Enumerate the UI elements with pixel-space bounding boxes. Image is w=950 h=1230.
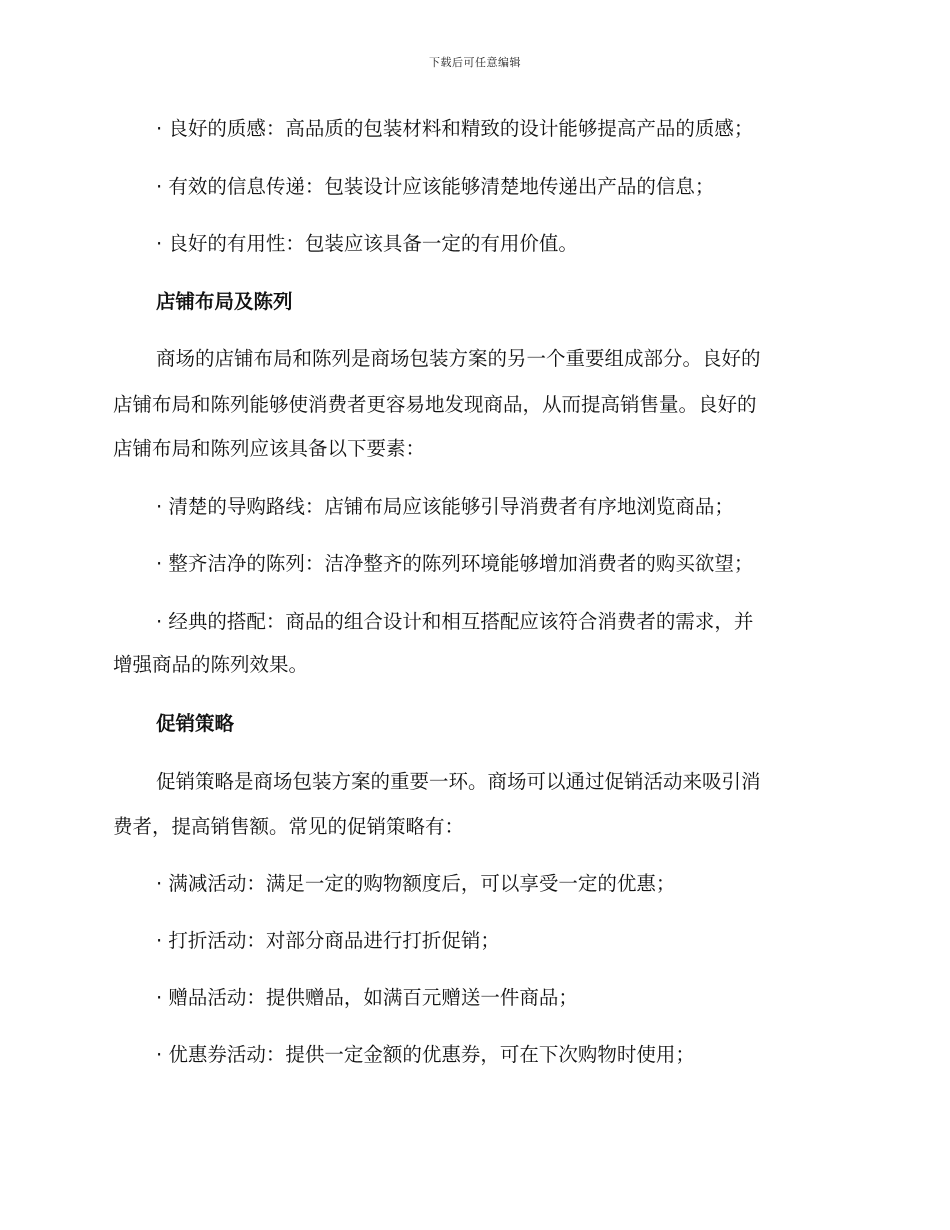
list-item: · 打折活动：对部分商品进行打折促销； xyxy=(156,929,500,952)
page-header: 下载后可任意编辑 xyxy=(429,56,521,69)
list-item: · 清楚的导购路线：店铺布局应该能够引导消费者有序地浏览商品； xyxy=(156,495,734,518)
list-item: · 整齐洁净的陈列：洁净整齐的陈列环境能够增加消费者的购买欲望； xyxy=(156,552,754,575)
section-heading: 促销策略 xyxy=(156,712,235,735)
list-item: · 优惠券活动：提供一定金额的优惠券，可在下次购物时使用； xyxy=(156,1043,695,1066)
list-item: · 经典的搭配：商品的组合设计和相互搭配应该符合消费者的需求，并 xyxy=(156,610,754,633)
list-item: · 良好的有用性：包装应该具备一定的有用价值。 xyxy=(156,232,578,255)
paragraph-line: 费者，提高销售额。常见的促销策略有： xyxy=(113,815,465,838)
paragraph-line: 促销策略是商场包装方案的重要一环。商场可以通过促销活动来吸引消 xyxy=(156,770,761,793)
paragraph-line: 店铺布局和陈列能够使消费者更容易地发现商品，从而提高销售量。良好的 xyxy=(113,393,757,416)
paragraph-line: 店铺布局和陈列应该具备以下要素： xyxy=(113,437,426,460)
list-item: · 赠品活动：提供赠品，如满百元赠送一件商品； xyxy=(156,986,578,1009)
list-item: · 良好的质感：高品质的包装材料和精致的设计能够提高产品的质感； xyxy=(156,117,754,140)
list-item: · 有效的信息传递：包装设计应该能够清楚地传递出产品的信息； xyxy=(156,175,715,198)
list-item-continuation: 增强商品的陈列效果。 xyxy=(113,653,309,676)
list-item: · 满减活动：满足一定的购物额度后，可以享受一定的优惠； xyxy=(156,872,676,895)
paragraph-line: 商场的店铺布局和陈列是商场包装方案的另一个重要组成部分。良好的 xyxy=(156,347,761,370)
section-heading: 店铺布局及陈列 xyxy=(156,290,293,313)
